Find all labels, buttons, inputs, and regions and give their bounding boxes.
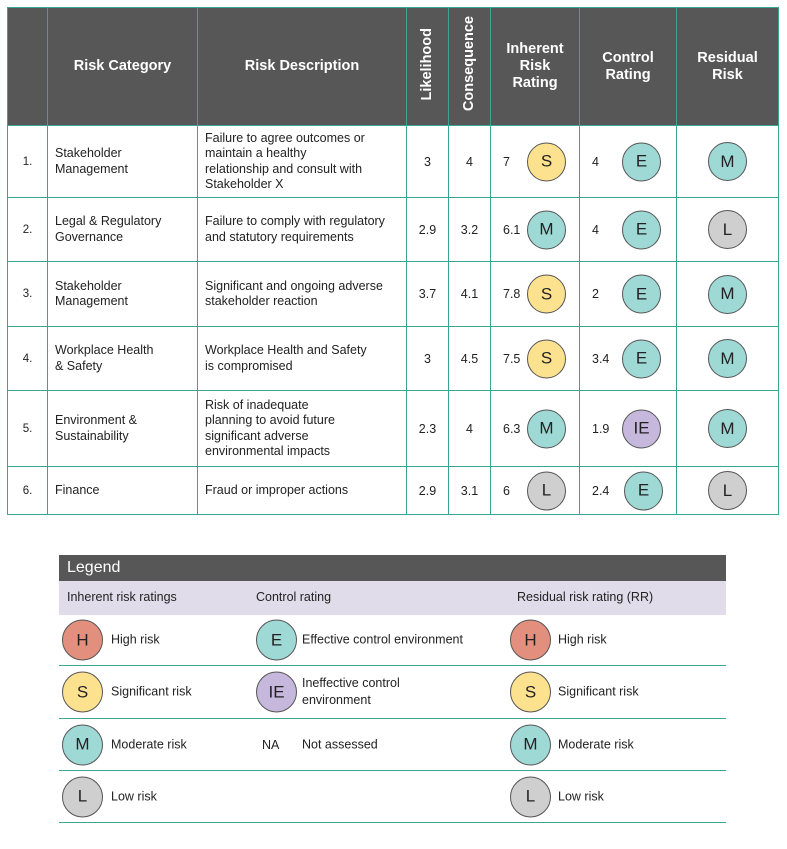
legend-control-header: Control rating [256,590,332,604]
category-line: Governance [55,229,124,244]
legend-residual-moderate-label: Moderate risk [558,737,634,751]
control-rating-badge: E [622,142,661,181]
legend-na-code: NA [262,737,280,752]
risk-category [48,391,198,467]
risk-register-table [7,7,779,515]
control-rating-cell [580,198,677,262]
residual-rating-cell [677,391,779,467]
header-inherent-risk-rating [491,8,580,126]
control-rating-cell [580,262,677,327]
inherent-value: 6.3 [503,421,521,436]
risk-description [198,391,407,467]
control-rating-cell [580,391,677,467]
legend-ineffective-line: Ineffective control [302,676,400,690]
legend-residual-moderate-badge: M [510,724,551,765]
table-row [8,391,779,467]
control-rating-badge: E [622,339,661,378]
risk-category [48,198,198,262]
header-likelihood [407,8,449,126]
inherent-value: 7 [503,154,510,169]
consequence-value: 3.1 [449,467,491,515]
inherent-rating-cell [491,262,580,327]
description-line: Failure to comply with regulatory [205,214,385,228]
residual-rating-badge: L [708,471,747,510]
category-line: Finance [55,482,100,497]
legend-residual-significant-badge: S [510,672,551,713]
row-number: 2. [8,198,48,262]
consequence-value: 4.1 [449,262,491,327]
legend-ineffective-line: environment [302,693,371,707]
legend-not-assessed-label: Not assessed [302,737,378,751]
inherent-rating-cell [491,467,580,515]
consequence-value: 3.2 [449,198,491,262]
inherent-rating-cell [491,198,580,262]
risk-category [48,327,198,391]
table-row [8,327,779,391]
legend-row [59,615,726,666]
category-line: Stakeholder [55,146,122,160]
risk-description [198,198,407,262]
description-line: stakeholder reaction [205,294,318,308]
header-risk-category: Risk Category [48,8,198,126]
residual-rating-cell [677,262,779,327]
legend-inherent-header: Inherent risk ratings [67,590,177,604]
description-line: Significant and ongoing adverse [205,278,383,293]
legend-low-label: Low risk [111,789,157,803]
likelihood-value: 2.9 [407,467,449,515]
control-rating-badge: E [622,210,661,249]
control-value: 1.9 [592,421,610,436]
inherent-rating-badge: M [527,210,566,249]
inherent-value: 6.1 [503,222,521,237]
row-number: 1. [8,126,48,198]
inherent-rating-badge: S [527,339,566,378]
row-number: 6. [8,467,48,515]
likelihood-value: 2.3 [407,391,449,467]
risk-description [198,327,407,391]
row-number: 4. [8,327,48,391]
legend-significant-badge: S [62,672,103,713]
description-line: Fraud or improper actions [205,482,349,497]
control-rating-cell [580,126,677,198]
description-line: environmental impacts [205,444,331,458]
legend-effective-label: Effective control environment [302,632,463,647]
residual-rating-badge: M [708,275,747,314]
inherent-rating-badge: S [527,142,566,181]
table-row [8,126,779,198]
control-value: 4 [592,222,599,237]
category-line: Environment & [55,413,137,427]
description-line: and statutory requirements [205,229,354,244]
category-line: & Safety [55,358,103,373]
residual-rating-badge: M [708,409,747,448]
control-value: 3.4 [592,351,610,366]
legend-high-label: High risk [111,632,160,647]
legend-ineffective-label [302,675,400,709]
header-inherent-line3: Rating [512,75,558,91]
residual-rating-badge: M [708,142,747,181]
category-line: Stakeholder [55,278,122,293]
control-rating-badge: E [624,471,663,510]
legend [59,555,726,823]
inherent-value: 7.8 [503,287,521,301]
header-likelihood-text: Likelihood [419,27,435,101]
description-line: Stakeholder X [205,177,284,191]
inherent-rating-badge: L [527,471,566,510]
table-row [8,467,779,515]
header-inherent-line2: Risk [519,58,551,74]
table-header-row [8,8,779,126]
header-control-rating [580,8,677,126]
legend-header [59,581,726,615]
header-control-line1: Control [602,49,654,66]
inherent-rating-cell [491,126,580,198]
legend-residual-significant-label: Significant risk [558,684,639,699]
category-line: Management [55,294,128,308]
control-value: 2.4 [592,483,610,498]
legend-residual-high-label: High risk [558,632,607,647]
residual-rating-cell [677,467,779,515]
header-risk-description: Risk Description [198,8,407,126]
table-row [8,262,779,327]
consequence-value: 4.5 [449,327,491,391]
header-control-line2: Rating [605,66,651,83]
control-rating-cell [580,467,677,515]
description-line: planning to avoid future [205,413,335,427]
category-line: Management [55,161,128,176]
description-line: Failure to agree outcomes or [205,130,365,145]
consequence-value: 4 [449,391,491,467]
inherent-value: 6 [503,483,510,498]
risk-category [48,262,198,327]
legend-title: Legend [59,555,726,581]
likelihood-value: 3 [407,327,449,391]
likelihood-value: 3 [407,126,449,198]
description-line: Workplace Health and Safety [205,343,367,357]
residual-rating-cell [677,198,779,262]
inherent-rating-cell [491,391,580,467]
legend-row [59,666,726,719]
legend-residual-low-label: Low risk [558,789,604,803]
legend-residual-header: Residual risk rating (RR) [517,590,654,604]
header-consequence [449,8,491,126]
legend-significant-label: Significant risk [111,684,192,699]
risk-category [48,467,198,515]
header-residual-line1: Residual [697,49,758,66]
description-line: is compromised [205,358,293,373]
legend-ineffective-badge: IE [256,672,297,713]
risk-description [198,467,407,515]
legend-effective-badge: E [256,620,297,661]
legend-row [59,771,726,823]
control-value: 4 [592,154,599,169]
category-line: Workplace Health [55,343,154,357]
header-residual-line2: Risk [712,66,743,83]
inherent-rating-badge: M [527,409,566,448]
legend-row [59,719,726,771]
category-line: Legal & Regulatory [55,214,162,228]
legend-moderate-badge: M [62,724,103,765]
description-line: maintain a healthy [205,146,307,160]
row-number: 5. [8,391,48,467]
legend-high-badge: H [62,620,103,661]
residual-rating-badge: M [708,339,747,378]
header-inherent-line1: Inherent [506,41,564,57]
legend-residual-high-badge: H [510,620,551,661]
likelihood-value: 3.7 [407,262,449,327]
header-consequence-text: Consequence [461,16,477,112]
control-rating-badge: E [622,275,661,314]
likelihood-value: 2.9 [407,198,449,262]
header-residual-risk [677,8,779,126]
residual-rating-cell [677,126,779,198]
consequence-value: 4 [449,126,491,198]
description-line: significant adverse [205,428,309,443]
legend-low-badge: L [62,776,103,817]
inherent-rating-badge: S [527,275,566,314]
header-number [8,8,48,126]
residual-rating-cell [677,327,779,391]
category-line: Sustainability [55,428,129,443]
risk-description [198,126,407,198]
row-number: 3. [8,262,48,327]
control-value: 2 [592,287,599,301]
inherent-rating-cell [491,327,580,391]
residual-rating-badge: L [708,210,747,249]
description-line: Risk of inadequate [205,397,309,412]
table-row [8,198,779,262]
legend-residual-low-badge: L [510,776,551,817]
risk-description [198,262,407,327]
legend-moderate-label: Moderate risk [111,737,187,751]
inherent-value: 7.5 [503,351,521,366]
risk-category [48,126,198,198]
control-rating-badge: IE [622,409,661,448]
description-line: relationship and consult with [205,161,363,176]
control-rating-cell [580,327,677,391]
